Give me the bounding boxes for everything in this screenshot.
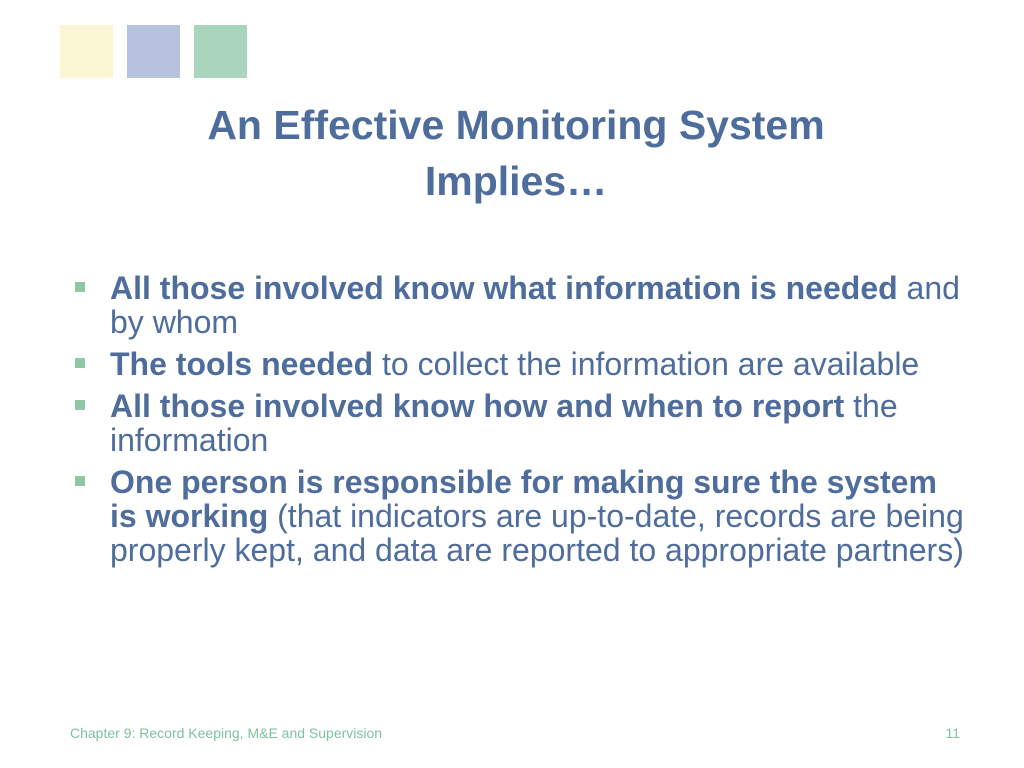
decor-square-yellow xyxy=(60,25,113,78)
bullet-normal-text: (that indicators are up-to-date, records are being properly kept, and data are reported to appropriate partners) xyxy=(110,498,964,568)
bullet-bold-text: All those involved know what information is needed xyxy=(110,270,898,306)
footer-chapter-label: Chapter 9: Record Keeping, M&E and Supervision xyxy=(70,725,383,741)
bullet-item xyxy=(70,347,970,381)
page-number: 11 xyxy=(945,725,960,741)
bullet-normal-text: the information xyxy=(110,388,898,458)
square-bullet-icon xyxy=(75,400,85,410)
bullet-list xyxy=(70,271,970,575)
bullet-bold-text: The tools needed xyxy=(110,346,374,382)
slide-title-line2: Implies… xyxy=(424,158,608,204)
bullet-item xyxy=(70,389,970,457)
slide-title xyxy=(96,97,936,209)
bullet-item xyxy=(70,465,970,567)
square-bullet-icon xyxy=(75,476,85,486)
bullet-normal-text: to collect the information are available xyxy=(373,346,920,382)
square-bullet-icon xyxy=(75,282,85,292)
decor-square-green xyxy=(194,25,247,78)
bullet-text xyxy=(110,270,960,340)
square-bullet-icon xyxy=(75,358,85,368)
bullet-text xyxy=(110,388,898,458)
slide-title-line1: An Effective Monitoring System xyxy=(207,102,825,148)
bullet-text xyxy=(110,346,919,382)
bullet-bold-text: One person is responsible for making sure the system is working xyxy=(110,464,937,534)
bullet-normal-text: and by whom xyxy=(110,270,960,340)
bullet-bold-text: All those involved know how and when to report xyxy=(110,388,845,424)
bullet-text xyxy=(110,464,964,568)
decor-square-blue xyxy=(127,25,180,78)
bullet-item xyxy=(70,271,970,339)
